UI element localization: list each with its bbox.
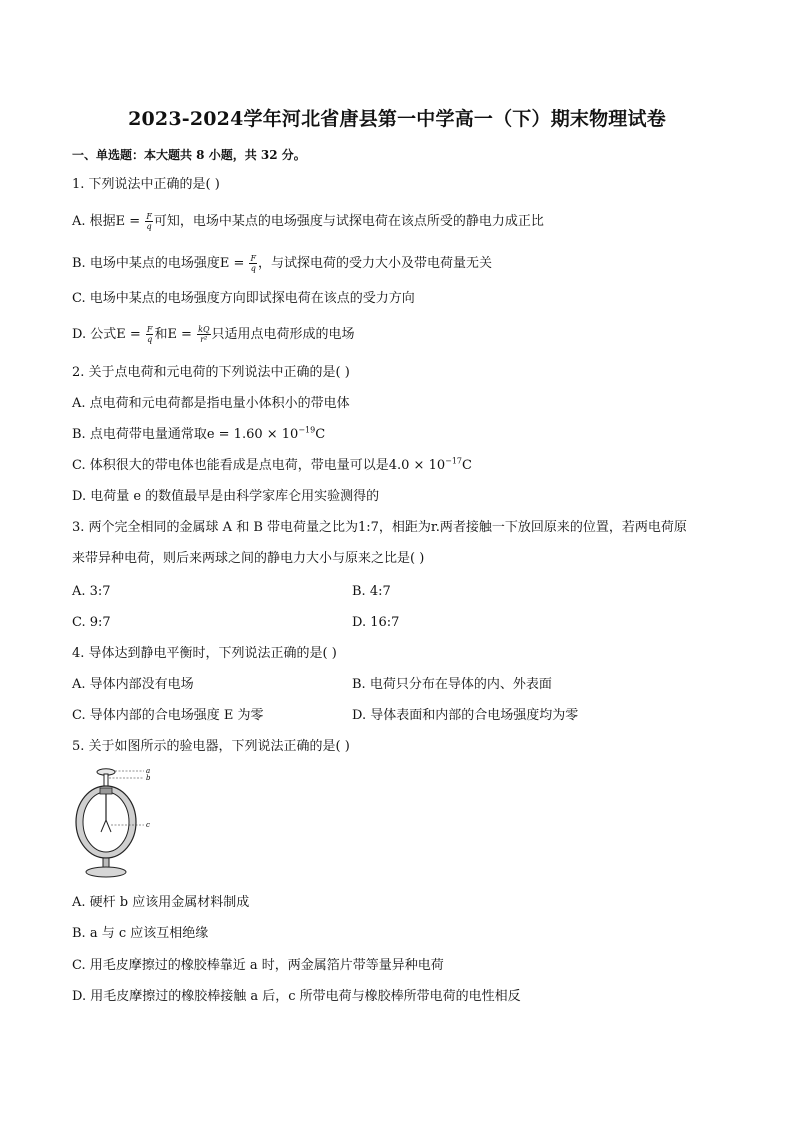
q2-option-c[interactable] [72, 457, 472, 475]
q2-stem: 2. 关于点电荷和元电荷的下列说法中正确的是( ) [72, 365, 350, 380]
q3-option-d[interactable]: D. 16:7 [352, 615, 400, 630]
q1-a-post: 可知，电场中某点的电场强度与试探电荷在该点所受的静电力成正比 [153, 214, 544, 229]
q4-option-c[interactable]: C. 导体内部的合电场强度 E 为零 [72, 708, 264, 723]
label-c: c [146, 821, 150, 829]
q3-stem-line2: 来带异种电荷，则后来两球之间的静电力大小与原来之比是( ) [72, 551, 425, 566]
q2-c-unit: C [462, 458, 472, 473]
q4-option-b[interactable]: B. 电荷只分布在导体的内、外表面 [352, 677, 552, 692]
section-heading: 一、单选题：本大题共 8 小题，共 32 分。 [72, 148, 306, 162]
q2-b-unit: C [315, 427, 326, 442]
label-b: b [146, 774, 151, 782]
electroscope-base [86, 867, 126, 877]
q1-d-post: 只适用点电荷形成的电场 [211, 327, 355, 342]
q1-stem: 1. 下列说法中正确的是( ) [72, 177, 220, 192]
q5-option-a[interactable]: A. 硬杆 b 应该用金属材料制成 [72, 895, 250, 910]
q5-stem: 5. 关于如图所示的验电器，下列说法正确的是( ) [72, 739, 350, 754]
q5-option-b[interactable]: B. a 与 c 应该互相绝缘 [72, 926, 209, 941]
fraction-f-over-q: $\frac{F}{q}$ [250, 254, 257, 273]
q1-b-post: ，与试探电荷的受力大小及带电荷量无关 [258, 256, 493, 271]
q3-option-c[interactable]: C. 9:7 [72, 615, 111, 630]
q1-option-c[interactable]: C. 电场中某点的电场强度方向即试探电荷在该点的受力方向 [72, 291, 415, 306]
q2-c-exponent: −17 [445, 456, 463, 466]
q4-option-a[interactable]: A. 导体内部没有电场 [72, 677, 194, 692]
exam-title: 2023-2024学年河北省唐县第一中学高一（下）期末物理试卷 [128, 108, 666, 130]
fraction-kq-over-r2: $\frac{kQ}{\text{r²}}$ [198, 325, 210, 344]
q1-b-pre: B. 电场中某点的电场强度E = [72, 256, 249, 271]
q1-option-a[interactable] [72, 212, 544, 231]
q1-a-pre: A. 根据E = [72, 214, 145, 229]
label-a: a [146, 767, 151, 775]
q3-option-b[interactable]: B. 4:7 [352, 584, 391, 599]
q4-stem: 4. 导体达到静电平衡时，下列说法正确的是( ) [72, 646, 337, 661]
q2-option-b[interactable] [72, 426, 325, 444]
q2-option-a[interactable]: A. 点电荷和元电荷都是指电量小体积小的带电体 [72, 396, 350, 411]
q3-option-a[interactable]: A. 3:7 [72, 584, 111, 599]
q1-option-b[interactable] [72, 254, 492, 273]
q2-b-exponent: −19 [298, 425, 316, 435]
fraction-f-over-q: $\frac{F}{q}$ [146, 325, 153, 344]
q5-option-c[interactable]: C. 用毛皮摩擦过的橡胶棒靠近 a 时，两金属箔片带等量异种电荷 [72, 958, 444, 973]
q3-stem-line1: 3. 两个完全相同的金属球 A 和 B 带电荷量之比为1:7，相距为r.两者接触一下放回原来的位置，若两电荷原 [72, 520, 687, 535]
q1-d-mid: 和E = [154, 327, 197, 342]
q1-d-pre: D. 公式E = [72, 327, 145, 342]
electroscope-stopper [100, 788, 112, 794]
q4-option-d[interactable]: D. 导体表面和内部的合电场强度均为零 [352, 708, 579, 723]
q2-option-d[interactable]: D. 电荷量 e 的数值最早是由科学家库仑用实验测得的 [72, 489, 380, 504]
q1-option-d[interactable] [72, 325, 355, 344]
q5-option-d[interactable]: D. 用毛皮摩擦过的橡胶棒接触 a 后，c 所带电荷与橡胶棒所带电荷的电性相反 [72, 989, 521, 1004]
q2-c-text: C. 体积很大的带电体也能看成是点电荷，带电量可以是4.0 × 10 [72, 458, 446, 473]
q2-b-text: B. 点电荷带电量通常取e = 1.60 × 10 [72, 427, 299, 442]
electroscope-figure [70, 764, 160, 884]
fraction-f-over-q: $\frac{F}{q}$ [146, 212, 152, 231]
